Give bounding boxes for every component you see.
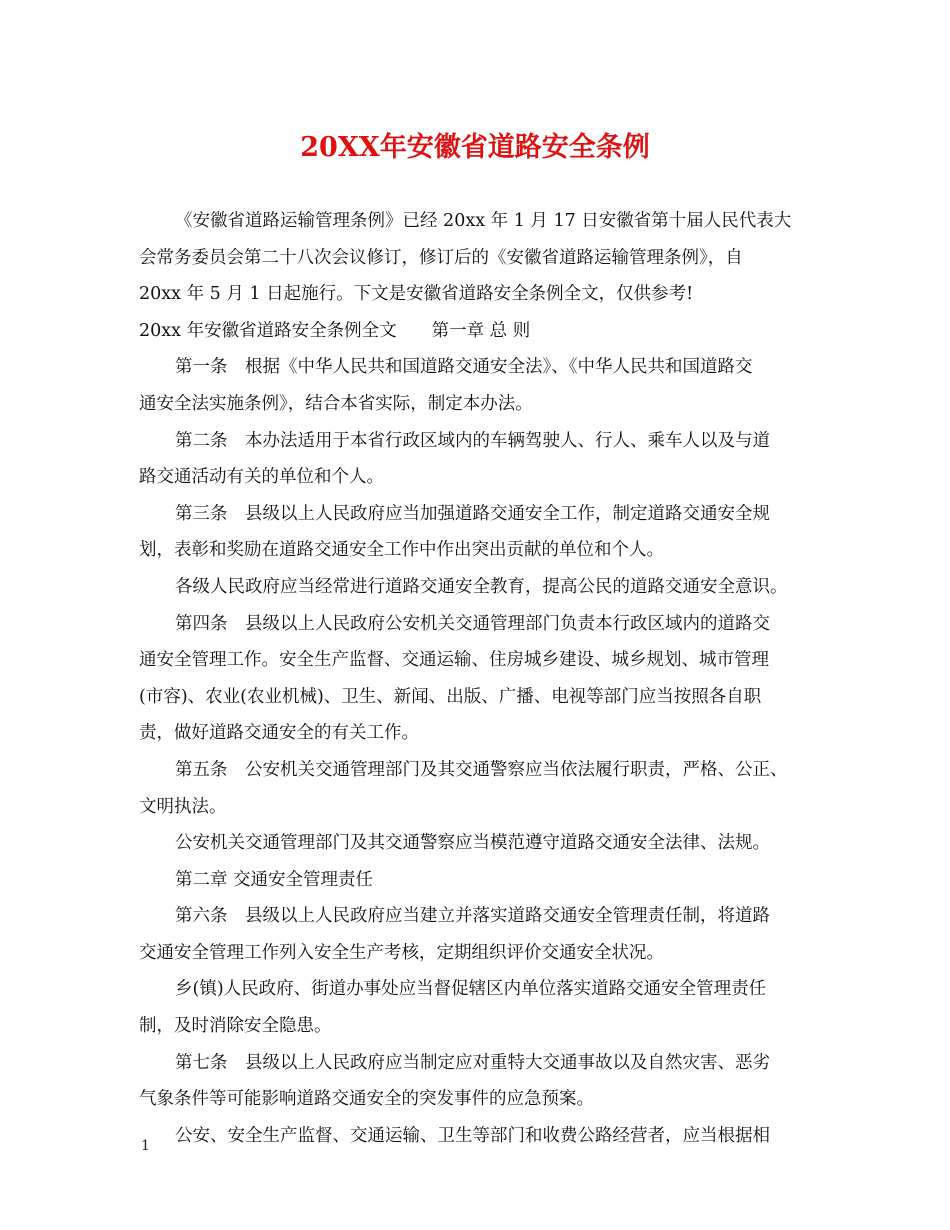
body-line: 各级人民政府应当经常进行道路交通安全教育，提高公民的道路交通安全意识。 xyxy=(175,576,788,597)
document-title: 20XX年安徽省道路安全条例 xyxy=(300,132,650,163)
body-line: 公安机关交通管理部门及其交通警察应当模范遵守道路交通安全法律、法规。 xyxy=(175,833,770,854)
body-line: 公安、安全生产监督、交通运输、卫生等部门和收费公路经营者，应当根据相 xyxy=(175,1125,770,1146)
body-line: 20xx 年 5 月 1 日起施行。下文是安徽省道路安全条例全文，仅供参考! xyxy=(139,284,694,305)
body-line: 第五条 公安机关交通管理部门及其交通警察应当依法履行职责，严格、公正、 xyxy=(175,759,788,780)
body-line: 20xx 年安徽省道路安全条例全文 第一章 总 则 xyxy=(139,320,531,341)
body-line: 第七条 县级以上人民政府应当制定应对重特大交通事故以及自然灾害、恶劣 xyxy=(175,1052,770,1073)
body-line: 划，表彰和奖励在道路交通安全工作中作出突出贡献的单位和个人。 xyxy=(139,540,664,561)
body-line: 第四条 县级以上人民政府公安机关交通管理部门负责本行政区域内的道路交 xyxy=(175,613,770,634)
body-line: 乡(镇)人民政府、街道办事处应当督促辖区内单位落实道路交通安全管理责任 xyxy=(175,979,767,1000)
body-line: 路交通活动有关的单位和个人。 xyxy=(139,467,384,488)
body-line: 制，及时消除安全隐患。 xyxy=(139,1016,332,1037)
body-line: 交通安全管理工作列入安全生产考核，定期组织评价交通安全状况。 xyxy=(139,942,664,963)
body-line: 第六条 县级以上人民政府应当建立并落实道路交通安全管理责任制，将道路 xyxy=(175,906,770,927)
body-line: 第三条 县级以上人民政府应当加强道路交通安全工作，制定道路交通安全规 xyxy=(175,503,770,524)
body-line: 文明执法。 xyxy=(139,796,227,817)
body-line: 通安全法实施条例》，结合本省实际，制定本办法。 xyxy=(139,393,533,414)
page-number: 1 xyxy=(141,1138,150,1154)
body-line: 第二条 本办法适用于本省行政区域内的车辆驾驶人、行人、乘车人以及与道 xyxy=(175,430,770,451)
body-line: 会常务委员会第二十八次会议修订，修订后的《安徽省道路运输管理条例》，自 xyxy=(139,247,743,268)
document-body xyxy=(139,203,829,1154)
body-line: 通安全管理工作。安全生产监督、交通运输、住房城乡建设、城乡规划、城市管理 xyxy=(139,650,769,671)
body-line: 气象条件等可能影响道路交通安全的突发事件的应急预案。 xyxy=(139,1089,594,1110)
body-line: 《安徽省道路运输管理条例》已经 20xx 年 1 月 17 日安徽省第十届人民代表大 xyxy=(175,211,792,231)
body-line: 责，做好道路交通安全的有关工作。 xyxy=(139,723,419,744)
body-line: 第一条 根据《中华人民共和国道路交通安全法》、《中华人民共和国道路交 xyxy=(175,357,753,378)
body-line: (市容)、农业(农业机械)、卫生、新闻、出版、广播、电视等部门应当按照各自职 xyxy=(139,686,762,707)
chapter-heading: 第二章 交通安全管理责任 xyxy=(175,869,374,890)
